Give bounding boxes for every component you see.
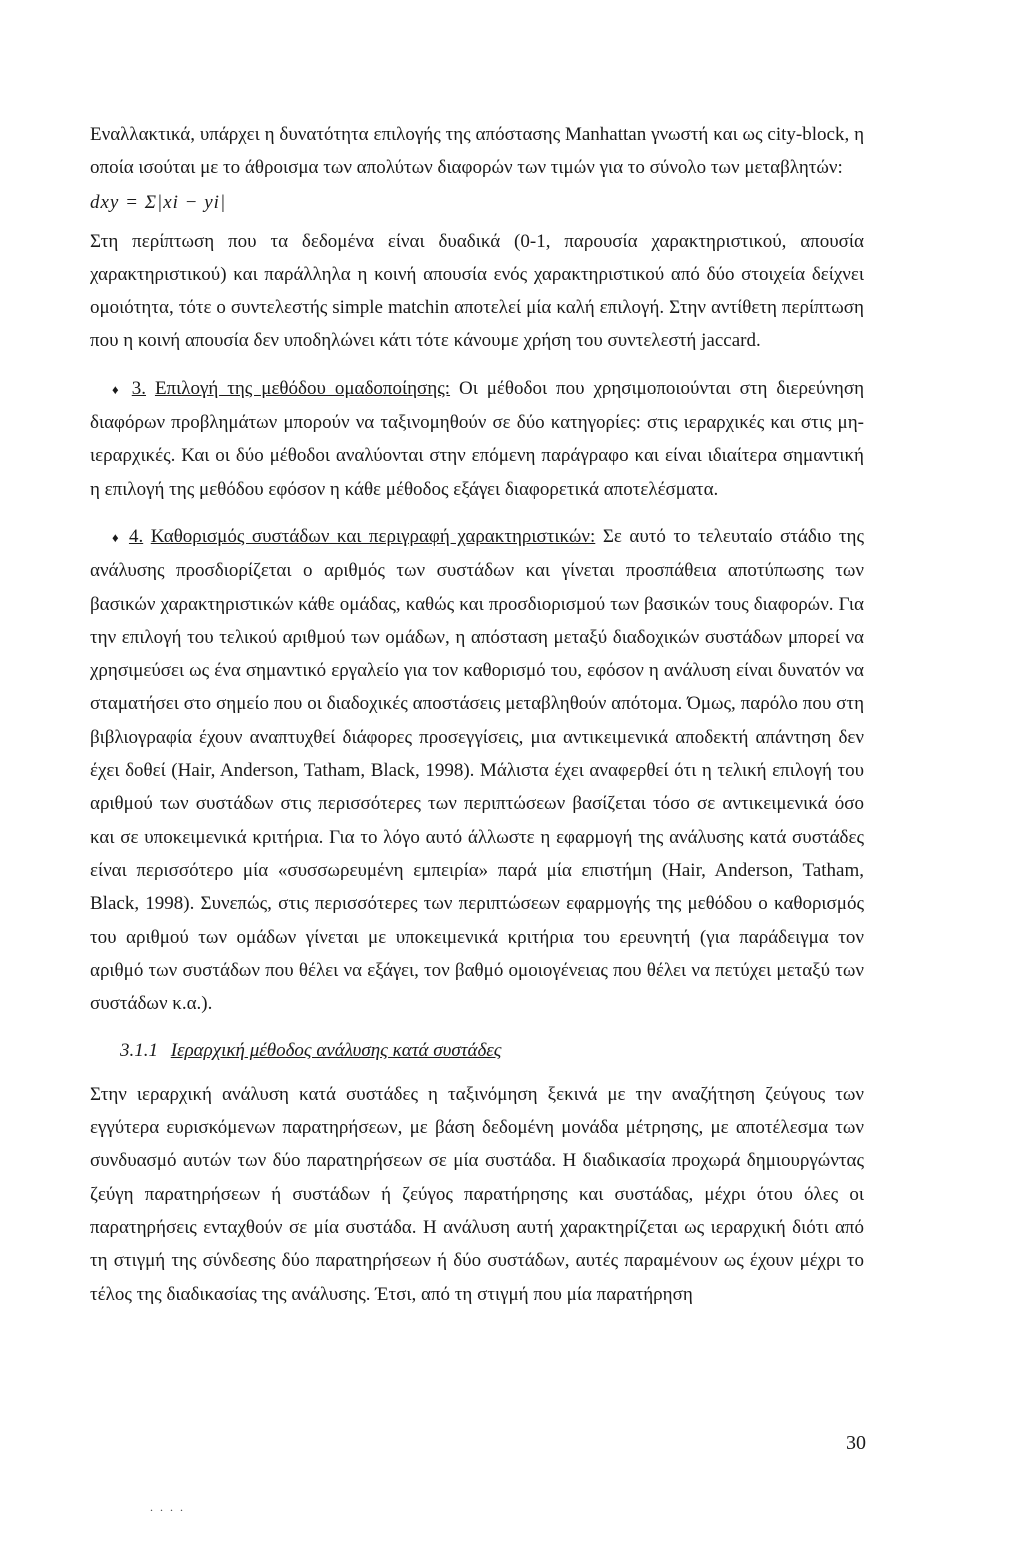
step-3-body: Οι μέθοδοι που χρησιμοποιούνται στη διερεύνηση διαφόρων προβλημάτων μπορούν να ταξινομηθούν σε δύο κατηγορίες: στις ιεραρχικές και στις μη-ιεραρχικές. Και οι δύο μέθοδοι αναλύονται στην επόμενη παράγραφο και είναι ιδιαίτερα σημαντική η επιλογή της μεθόδου εφόσον η κάθε μέθοδος εξάγει διαφορετικά αποτελέσματα. (90, 377, 865, 500)
step-4-paragraph (90, 520, 864, 1020)
diamond-bullet-icon: ♦ (112, 381, 123, 397)
page-number: 30 (846, 1432, 866, 1454)
step-4-title: Καθορισμός συστάδων και περιγραφή χαρακτηριστικών: (150, 525, 596, 547)
diamond-bullet-icon: ♦ (112, 529, 122, 545)
subsection-title: Ιεραρχική μέθοδος ανάλυσης κατά συστάδες (170, 1040, 502, 1062)
intro-paragraph: Εναλλακτικά, υπάρχει η δυνατότητα επιλογής της απόστασης Manhattan γνωστή και ως city-block, η οποία ισούται με το άθροισμα των απολύτων διαφορών των τιμών για το σύνολο των μεταβλητών: (90, 124, 864, 179)
subsection-heading (90, 1034, 864, 1067)
binary-data-paragraph: Στη περίπτωση που τα δεδομένα είναι δυαδικά (0-1, παρουσία χαρακτηριστικού, απουσία χαρακτηριστικού) και παράλληλα η κοινή απουσία ενός χαρακτηριστικού από δύο στοιχεία δείχνει ομοιότητα, τότε ο συντελεστής simple matchin αποτελεί μία καλή επιλογή. Στην αντίθετη περίπτωση που η κοινή απουσία δεν υποδηλώνει κάτι τότε κάνουμε χρήση του συντελεστή jaccard. (90, 230, 864, 352)
page-body (90, 118, 864, 1311)
subsection-number: 3.1.1 (120, 1040, 158, 1062)
step-3-number: 3. (131, 377, 147, 399)
manhattan-distance-formula: dxy = Σ|xi − yi| (90, 191, 227, 213)
hierarchical-paragraph: Στην ιεραρχική ανάλυση κατά συστάδες η ταξινόμηση ξεκινά με την αναζήτηση ζεύγους των εγγύτερα ευρισκόμενων παρατηρήσεων, με βάση δεδομένη μονάδα μέτρησης, με αποτέλεσμα των συνδυασμό αυτών των δύο παρατηρήσεων σε μία συστάδα. Η διαδικασία προχωρά δημιουργώντας ζεύγη παρατηρήσεων ή συστάδων ή ζεύγος παρατήρησης και συστάδας, μέχρι ότου όλες οι παρατηρήσεις ενταχθούν σε μία συστάδα. Η ανάλυση αυτή χαρακτηρίζεται ως ιεραρχική διότι από τη στιγμή της σύνδεσης δύο παρατηρήσεων ή δύο συστάδων, αυτές παραμένουν ως έχουν μέχρι το τέλος της διαδικασίας της ανάλυσης. Έτσι, από τη στιγμή που μία παρατήρηση (90, 1083, 864, 1305)
step-4-number: 4. (128, 525, 144, 547)
step-3-title: Επιλογή της μεθόδου ομαδοποίησης: (154, 377, 451, 399)
scan-speck: . . . . (150, 1500, 185, 1514)
step-3-paragraph (90, 372, 864, 506)
step-4-body: Σε αυτό το τελευταίο στάδιο της ανάλυσης προσδιορίζεται ο αριθμός των συστάδων και γίνεται προσπάθεια αποτύπωσης των βασικών χαρακτηριστικών κάθε ομάδας, καθώς και προσδιορισμού των βασικών τους διαφορών. Για την επιλογή του τελικού αριθμού των ομάδων, η απόσταση μεταξύ διαδοχικών συστάδων μπορεί να χρησιμεύσει ως ένα σημαντικό εργαλείο για τον καθορισμό του, εφόσον η ανάλυση είναι δυνατόν να σταματήσει στο σημείο που οι διαδοχικές αποστάσεις μεταβληθούν απότομα. Όμως, παρόλο που στη βιβλιογραφία έχουν αναπτυχθεί διάφορες προσεγγίσεις, μια αντικειμενικά αποδεκτή απάντηση δεν έχει δοθεί (Hair, Anderson, Tatham, Black, 1998). Μάλιστα έχει αναφερθεί ότι η τελική επιλογή του αριθμού των συστάδων στις περισσότερες των περιπτώσεων βασίζεται τόσο σε αντικειμενικά όσο και σε υποκειμενικά κριτήρια. Για το λόγο αυτό άλλωστε η εφαρμογή της ανάλυσης κατά συστάδες είναι περισσότερο μία «συσσωρευμένη εμπειρία» παρά μία επιστήμη (Hair, Anderson, Tatham, Black, 1998). Συνεπώς, στις περισσότερες των περιπτώσεων εφαρμογής της μεθόδου ο καθορισμός του αριθμού των ομάδων γίνεται με υποκειμενικά κριτήρια του ερευνητή (για παράδειγμα τον αριθμό των συστάδων που θέλει να εξάγει, τον βαθμό ομοιογένειας που θέλει να πετύχει μεταξύ των συστάδων κ.α.). (90, 525, 865, 1015)
